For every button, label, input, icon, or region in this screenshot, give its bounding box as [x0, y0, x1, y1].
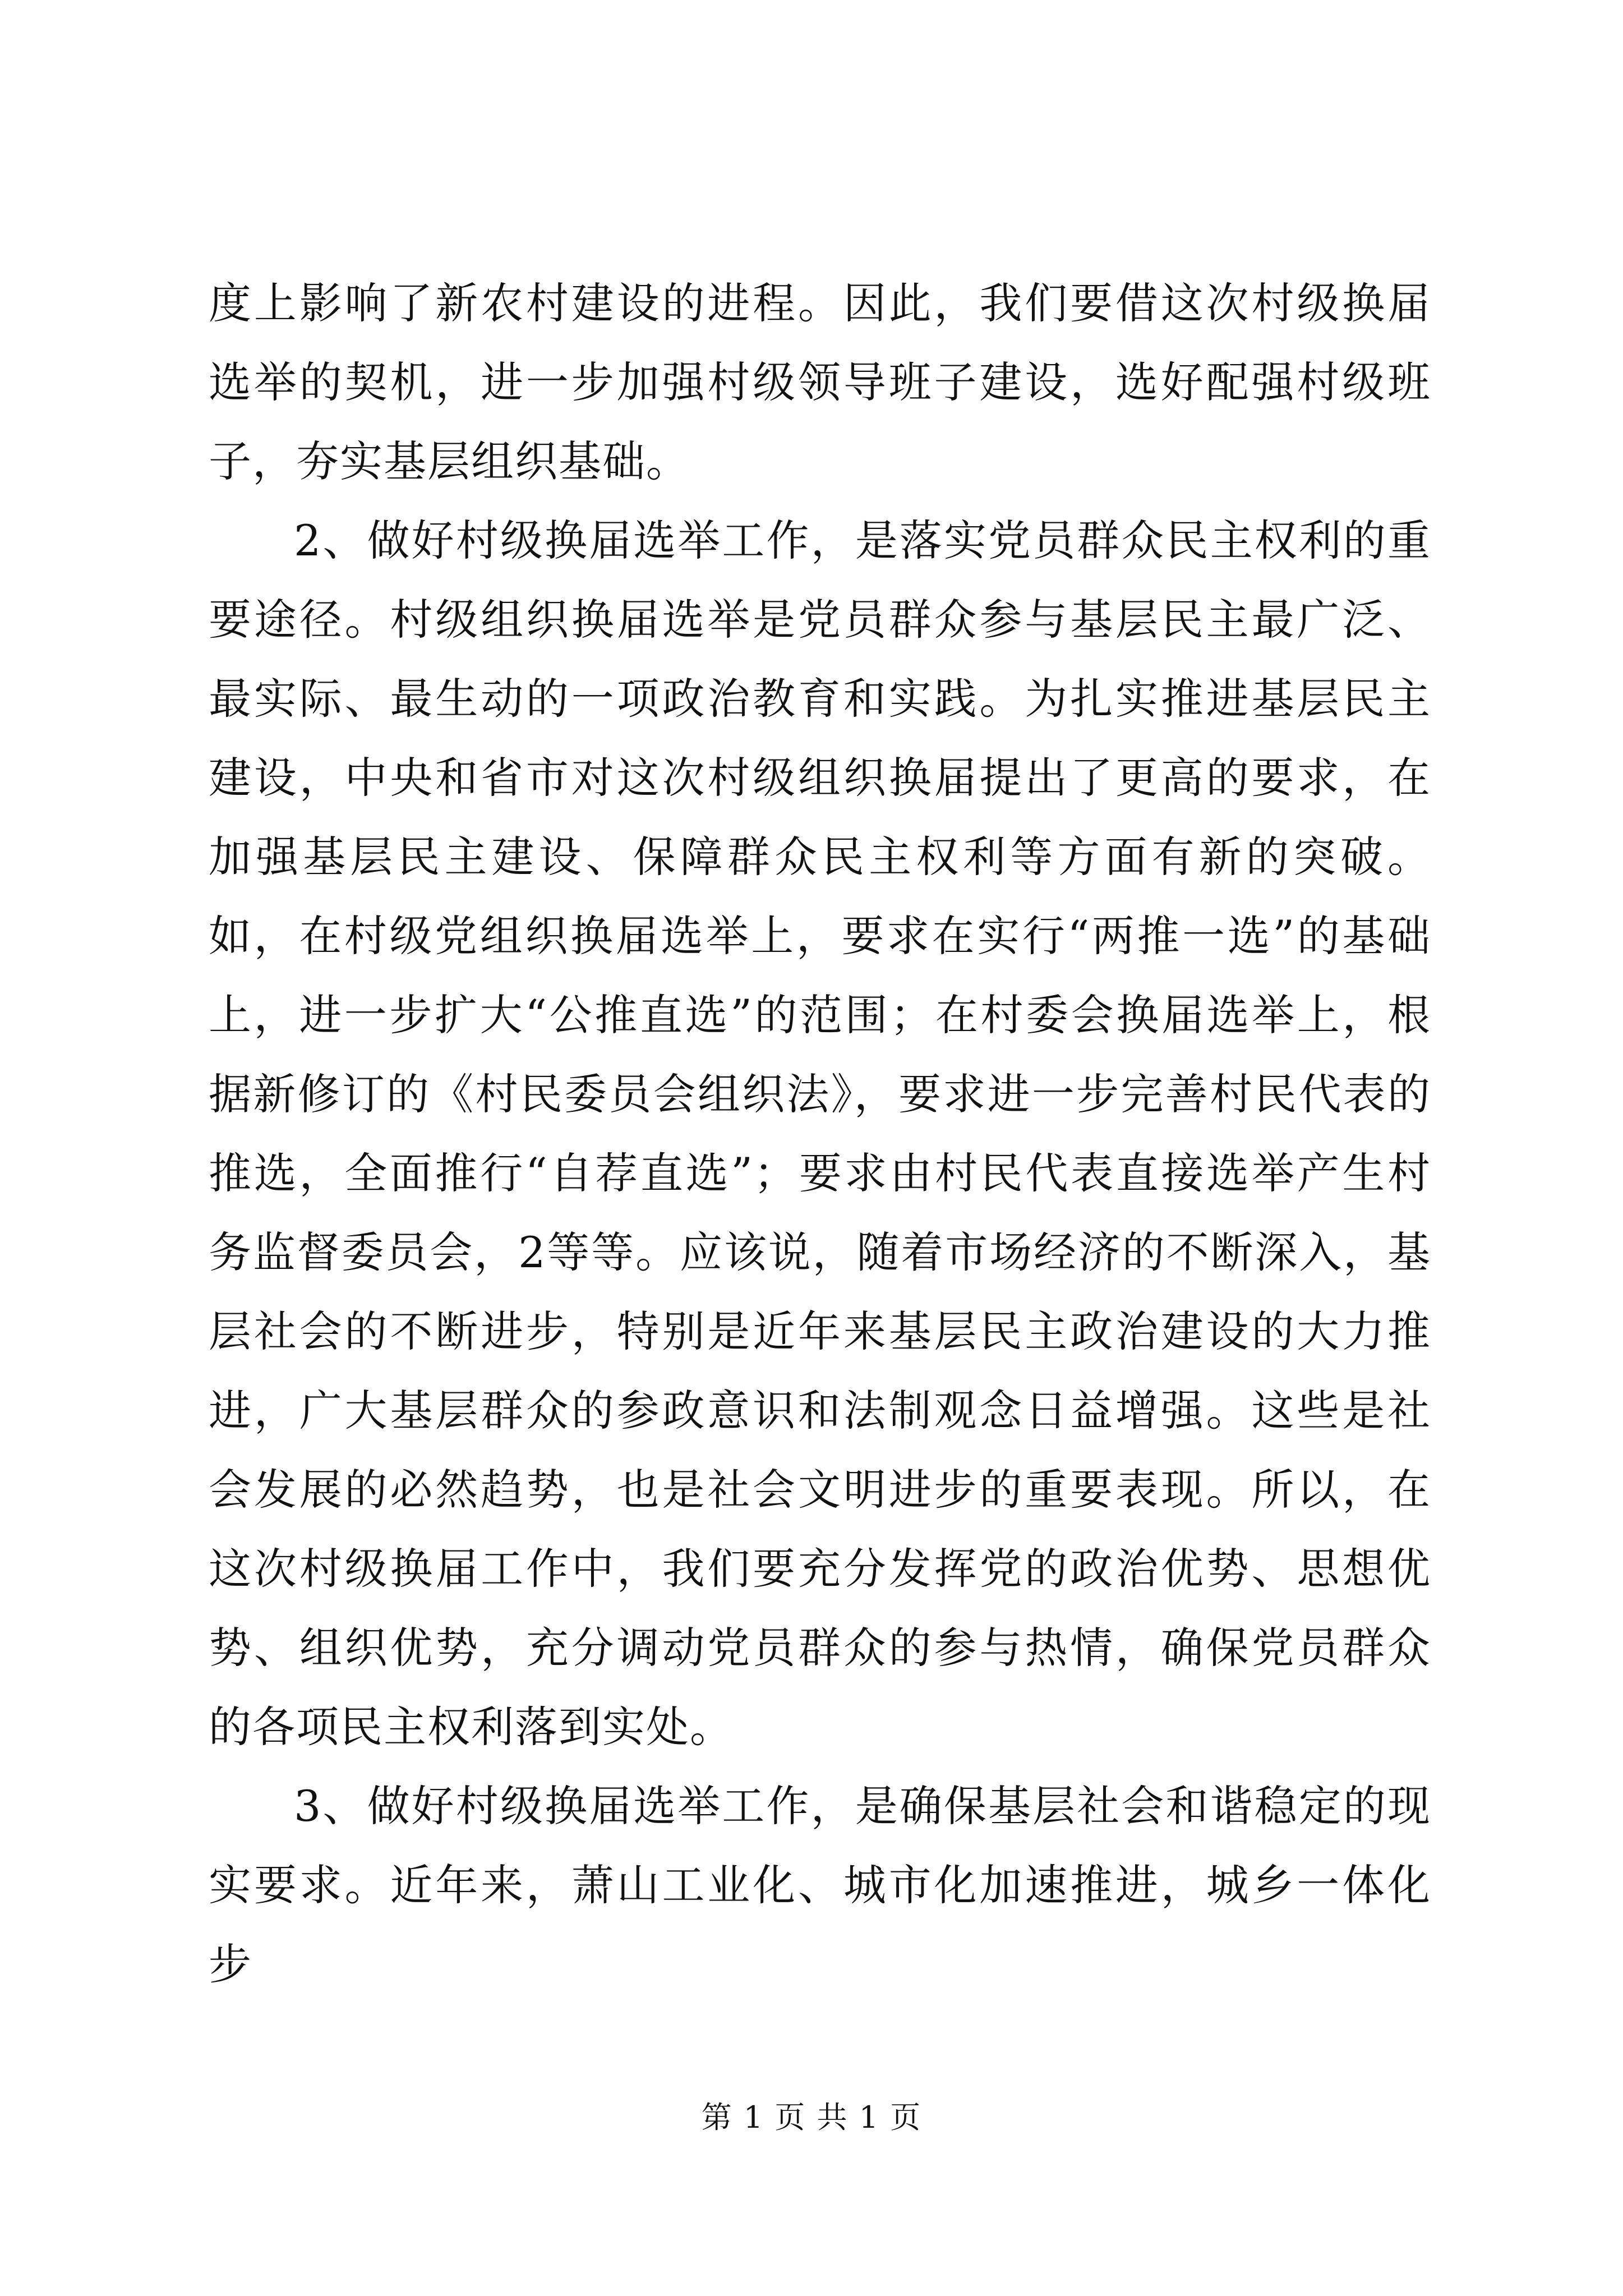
paragraph-2: 2、做好村级换届选举工作，是落实党员群众民主权利的重要途径。村级组织换届选举是党员群众参与基层民主最广泛、最实际、最生动的一项政治教育和实践。为扎实推进基层民主建设，中央和省市对这次村级组织换届提出了更高的要求，在加强基层民主建设、保障群众民主权利等方面有新的突破。如，在村级党组织换届选举上，要求在实行“两推一选”的基础上，进一步扩大“公推直选”的范围；在村委会换届选举上，根据新修订的《村民委员会组织法》，要求进一步完善村民代表的推选，全面推行“自荐直选”；要求由村民代表直接选举产生村务监督委员会，2等等。应该说，随着市场经济的不断深入，基层社会的不断进步，特别是近年来基层民主政治建设的大力推进，广大基层群众的参政意识和法制观念日益增强。这些是社会发展的必然趋势，也是社会文明进步的重要表现。所以，在这次村级换届工作中，我们要充分发挥党的政治优势、思想优势、组织优势，充分调动党员群众的参与热情，确保党员群众的各项民主权利落到实处。 [209, 516, 1431, 1752]
document-body [209, 264, 1431, 2004]
paragraph-3: 3、做好村级换届选举工作，是确保基层社会和谐稳定的现实要求。近年来，萧山工业化、城市化加速推进，城乡一体化步 [209, 1781, 1431, 1989]
paragraph-1: 度上影响了新农村建设的进程。因此，我们要借这次村级换届选举的契机，进一步加强村级领导班子建设，选好配强村级班子，夯实基层组织基础。 [209, 278, 1431, 486]
page-footer: 第 1 页 共 1 页 [701, 2100, 922, 2135]
